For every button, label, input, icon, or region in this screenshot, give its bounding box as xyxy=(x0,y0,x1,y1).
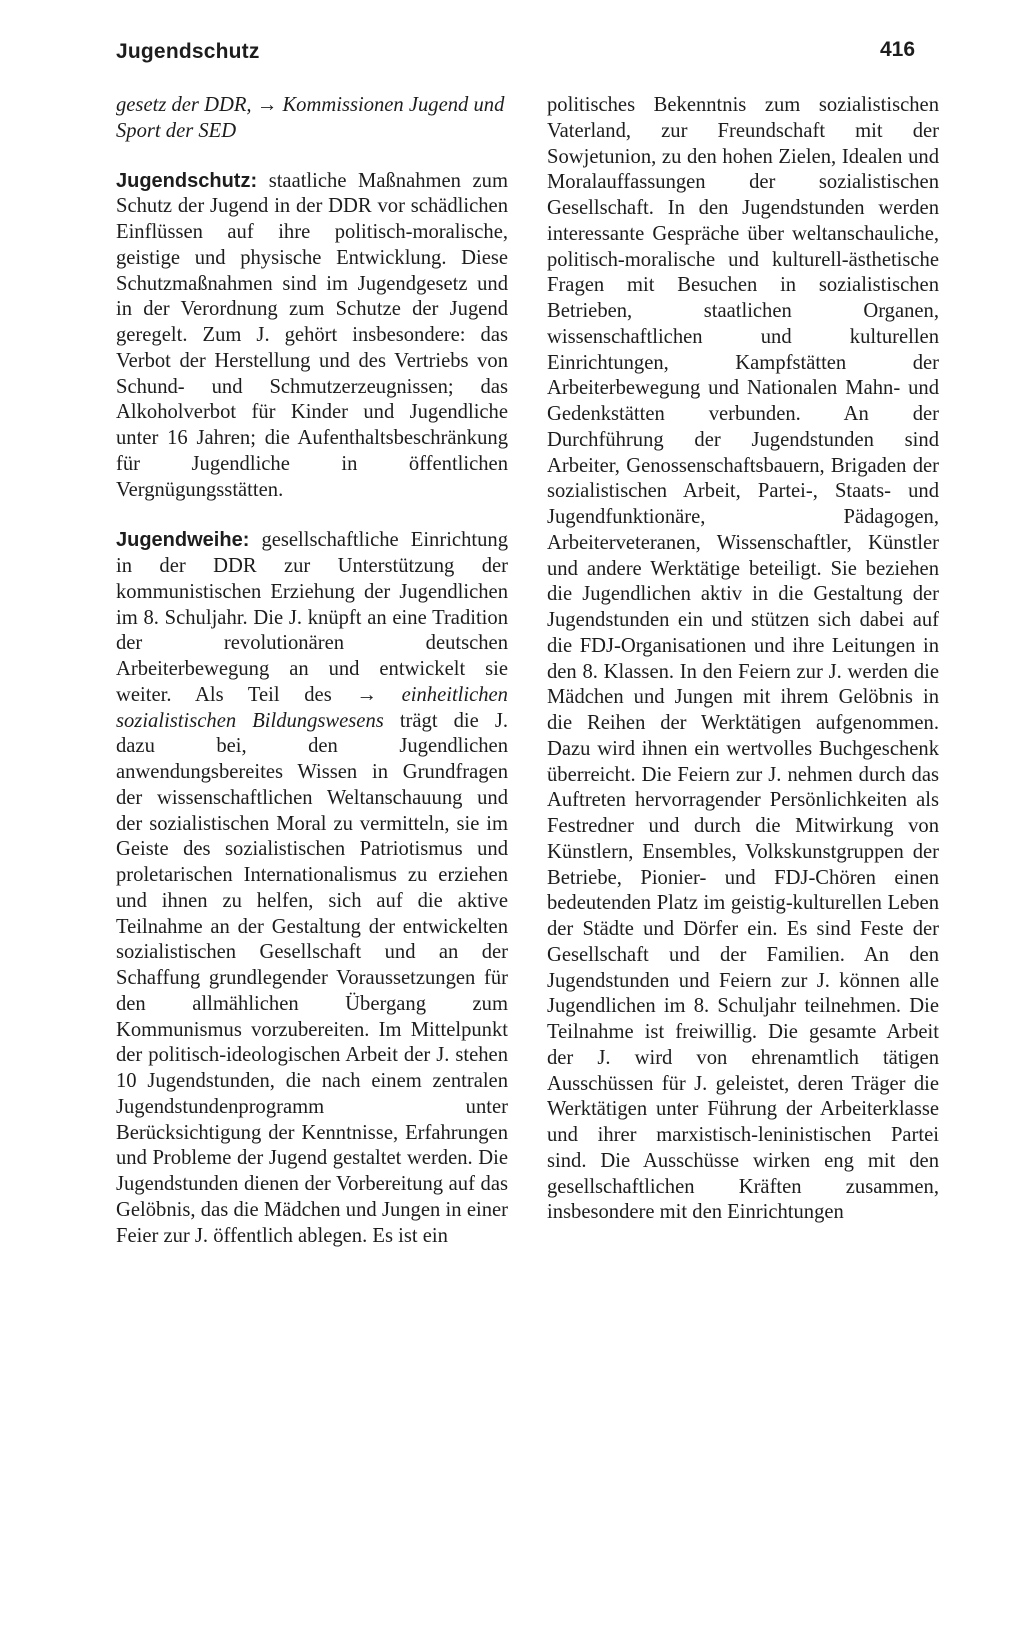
right-column xyxy=(547,93,939,1226)
running-head: Jugendschutz xyxy=(116,40,260,63)
entry-term: Jugendweihe: xyxy=(116,529,250,552)
entry-jugendweihe-continued: politisches Bekenntnis zum sozialistischen Vaterland, zur Freundschaft mit der Sowjetunion, zu den hohen Zielen, Idealen und Moralauffassungen der sozialistischen Gesellschaft. In den Jugendstunden werden interessante Gespräche über weltanschauliche, politisch-moralische und kulturell-ästhetische Fragen mit Besuchen in sozialistischen Betrieben, staatlichen Organen, wissenschaftlichen und kulturellen Einrichtungen, Kampfstätten der Arbeiterbewegung und Nationalen Mahn- und Gedenkstätten verbunden. An der Durchführung der Jugendstunden sind Arbeiter, Genossenschaftsbauern, Brigaden der sozialistischen Arbeit, Partei-, Staats- und Jugendfunktionäre, Pädagogen, Arbeiterveteranen, Wissenschaftler, Künstler und andere Werktätige beteiligt. Sie beziehen die Jugendlichen aktiv in die Gestaltung der Jugendstunden ein und stützen sich dabei auf die FDJ-Organisationen und ihre Leitungen in den 8. Klassen. In den Feiern zur J. werden die Mädchen und Jungen mit ihrem Gelöbnis in die Reihen der Werktätigen aufgenommen. Dazu wird ihnen ein wertvolles Buchgeschenk überreicht. Die Feiern zur J. nehmen durch das Auftreten hervorragender Persönlichkeiten als Festredner und durch die Mitwirkung von Künstlern, Ensembles, Volkskunstgruppen der Betriebe, Pionier- und FDJ-Chören einen bedeutenden Platz im geistig-kulturellen Leben der Städte und Dörfer ein. Es sind Feste der Gesellschaft und der Familien. An den Jugendstunden und Feiern zur J. können alle Jugendlichen im 8. Schuljahr teilnehmen. Die Teilnahme ist freiwillig. Die gesamte Arbeit der J. wird von ehrenamtlich tätigen Ausschüssen für J. geleistet, deren Träger die Werktätigen unter Führung der Arbeiterklasse und ihrer marxistisch-leninistischen Partei sind. Die Ausschüsse wirken eng mit den gesellschaftlichen Kräften zusammen, insbesondere mit den Einrichtungen xyxy=(547,94,939,1224)
entry-jugendschutz xyxy=(116,169,508,504)
page-number: 416 xyxy=(880,38,916,61)
continued-reference: gesetz der DDR, → Kommissionen Jugend und Sport der SED xyxy=(116,94,505,142)
entry-jugendweihe xyxy=(116,528,508,1249)
entry-term: Jugendschutz: xyxy=(116,169,258,192)
entry-definition-part-2: trägt die J. dazu bei, den Jugendlichen anwendungsbereites Wissen in Grundfragen der wissenschaftlichen Weltanschauung und der sozialistischen Moral zu vermitteln, sie im Geiste des sozialistischen Patriotismus und proletarischen Internationalismus zu erziehen und ihnen zu helfen, sich auf die aktive Teilnahme an der Gestaltung der entwickelten sozialistischen Gesellschaft und an der Schaffung grundlegender Voraussetzungen für den allmählichen Übergang zum Kommunismus vorzubereiten. Im Mittelpunkt der politisch-ideologischen Arbeit der J. stehen 10 Jugendstunden, die nach einem zentralen Jugendstundenprogramm unter Berücksichtigung der Kenntnisse, Erfahrungen und Probleme der Jugend gestaltet werden. Die Jugendstunden dienen der Vorbereitung auf das Gelöbnis, das die Mädchen und Jungen in einer Feier zur J. öffentlich ablegen. Es ist ein xyxy=(116,709,508,1247)
cross-reference: → einheitlichen sozialistischen Bildungswesens xyxy=(116,683,508,732)
entry-definition: staatliche Maßnahmen zum Schutz der Jugend in der DDR vor schädlichen Einflüssen auf ihre politisch-moralische, geistige und physische Entwicklung. Diese Schutzmaßnahmen sind im Jugendgesetz und in der Verordnung zum Schutze der Jugend geregelt. Zum J. gehört insbesondere: das Verbot der Herstellung und des Vertriebs von Schund- und Schmutzerzeugnissen; das Alkoholverbot für Kinder und Jugendliche unter 16 Jahren; die Aufenthaltsbeschränkung für Jugendliche in öffentlichen Vergnügungsstätten. xyxy=(116,169,508,501)
entry-definition-part-1: gesellschaftliche Einrichtung in der DDR zur Unterstützung der kommunistischen Erziehung der Jugendlichen im 8. Schuljahr. Die J. knüpft an eine Tradition der revolutionären deutschen Arbeiterbewegung an und entwickelt sie weiter. Als Teil des xyxy=(116,529,508,706)
left-column xyxy=(116,93,508,1274)
